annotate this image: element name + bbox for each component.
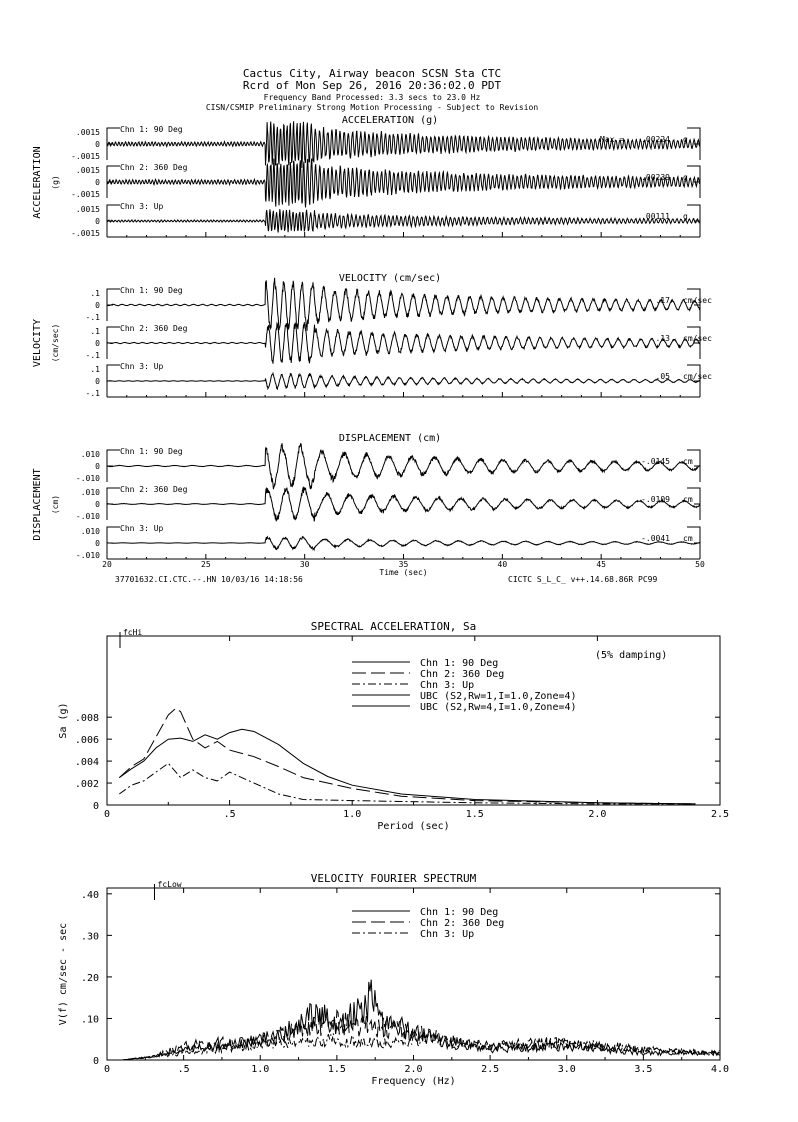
y-tick-label: .40 bbox=[80, 889, 99, 901]
y-tick-label: -.010 bbox=[75, 551, 100, 560]
y-axis-label: DISPLACEMENT bbox=[32, 468, 43, 541]
channel-label: Chn 3: Up bbox=[120, 362, 164, 371]
y-tick-label: 0 bbox=[95, 500, 100, 509]
y-tick-label: .010 bbox=[80, 450, 100, 459]
y-tick-label: 0 bbox=[95, 140, 100, 149]
x-tick-label: 2.0 bbox=[588, 809, 607, 820]
corner-frequency-label: fcHi bbox=[122, 628, 143, 637]
legend-label: Chn 2: 360 Deg bbox=[420, 918, 505, 929]
y-tick-label: 0 bbox=[92, 801, 99, 812]
y-tick-label: 0 bbox=[95, 217, 100, 226]
y-tick-label: .004 bbox=[74, 757, 99, 769]
x-tick-label: 1.0 bbox=[251, 1064, 270, 1075]
header-line4: CISN/CSMIP Preliminary Strong Motion Processing - Subject to Revision bbox=[205, 103, 539, 112]
x-tick-label: 1.5 bbox=[327, 1064, 346, 1075]
y-tick-label: 0 bbox=[95, 178, 100, 187]
y-tick-label: .20 bbox=[80, 972, 99, 984]
y-tick-label: .010 bbox=[80, 527, 100, 536]
waveform-trace bbox=[107, 373, 700, 389]
y-tick-label: .002 bbox=[74, 779, 99, 791]
y-tick-label: .10 bbox=[80, 1014, 99, 1026]
channel-label: Chn 1: 90 Deg bbox=[120, 447, 183, 456]
y-axis-label: ACCELERATION bbox=[32, 146, 43, 219]
header-line2: Rcrd of Mon Sep 26, 2016 20:36:02.0 PDT bbox=[242, 79, 502, 92]
damping-note: (5% damping) bbox=[595, 650, 668, 661]
y-tick-label: -.0015 bbox=[71, 229, 100, 238]
waveform-trace bbox=[107, 487, 700, 521]
legend-label: Chn 2: 360 Deg bbox=[420, 669, 505, 680]
max-unit: cm/sec bbox=[683, 372, 712, 381]
x-tick-label: .5 bbox=[177, 1064, 190, 1075]
max-value: -.0109 bbox=[641, 495, 670, 504]
x-tick-label: 20 bbox=[102, 560, 112, 569]
y-axis-unit: (cm) bbox=[51, 494, 60, 515]
legend-label: Chn 1: 90 Deg bbox=[420, 658, 499, 669]
panel-title: VELOCITY (cm/sec) bbox=[338, 273, 442, 284]
channel-label: Chn 1: 90 Deg bbox=[120, 125, 183, 134]
x-tick-label: 40 bbox=[497, 560, 508, 569]
legend-label: UBC (S2,Rw=4,I=1.0,Zone=4) bbox=[420, 702, 577, 713]
max-value: .00111 bbox=[641, 212, 670, 221]
max-value: .17 bbox=[655, 296, 670, 305]
y-tick-label: .1 bbox=[90, 327, 100, 336]
y-tick-label: -.010 bbox=[75, 512, 100, 521]
x-tick-label: 1.5 bbox=[465, 809, 484, 820]
y-tick-label: -.1 bbox=[85, 389, 100, 398]
y-tick-label: .006 bbox=[74, 735, 99, 747]
legend-label: Chn 3: Up bbox=[420, 680, 475, 691]
chart-title: VELOCITY FOURIER SPECTRUM bbox=[310, 872, 477, 885]
waveform-trace bbox=[107, 121, 700, 168]
max-unit: g bbox=[683, 212, 688, 221]
y-axis-unit: (cm/sec) bbox=[51, 323, 60, 363]
y-tick-label: 0 bbox=[92, 1056, 99, 1067]
max-value: .00239 bbox=[641, 173, 670, 182]
y-tick-label: .1 bbox=[90, 365, 100, 374]
waveform-trace bbox=[107, 209, 700, 232]
plot-frame bbox=[107, 888, 720, 1060]
waveform-trace bbox=[107, 443, 700, 489]
x-tick-label: 2.0 bbox=[404, 1064, 423, 1075]
x-tick-label: 35 bbox=[398, 560, 409, 569]
max-unit: cm bbox=[683, 534, 693, 543]
x-tick-label: 0 bbox=[103, 1064, 111, 1075]
y-tick-label: .0015 bbox=[75, 166, 100, 175]
x-tick-label: 30 bbox=[299, 560, 310, 569]
plot-frame bbox=[107, 636, 720, 805]
y-tick-label: .010 bbox=[80, 488, 100, 497]
series-line bbox=[119, 729, 695, 804]
waveform-trace bbox=[107, 322, 700, 364]
legend-label: Chn 3: Up bbox=[420, 929, 475, 940]
x-tick-label: 50 bbox=[695, 560, 705, 569]
channel-label: Chn 3: Up bbox=[120, 524, 164, 533]
y-axis-label: V(f) cm/sec - sec bbox=[58, 922, 69, 1026]
x-axis-label: Frequency (Hz) bbox=[371, 1076, 456, 1087]
panel-title: DISPLACEMENT (cm) bbox=[338, 433, 442, 444]
waveform-trace bbox=[107, 278, 700, 331]
max-unit: cm/sec bbox=[683, 334, 712, 343]
y-tick-label: -.1 bbox=[85, 313, 100, 322]
header-line1: Cactus City, Airway beacon SCSN Sta CTC bbox=[242, 67, 502, 80]
x-tick-label: 1.0 bbox=[343, 809, 362, 820]
y-axis-label: VELOCITY bbox=[32, 318, 43, 368]
panel-title: ACCELERATION (g) bbox=[341, 115, 439, 126]
x-tick-label: .5 bbox=[223, 809, 236, 820]
y-tick-label: 0 bbox=[95, 462, 100, 471]
x-tick-label: 4.0 bbox=[710, 1064, 730, 1075]
series-line bbox=[122, 1011, 719, 1060]
channel-label: Chn 2: 360 Deg bbox=[120, 163, 188, 172]
max-unit: cm bbox=[683, 457, 693, 466]
y-tick-label: 0 bbox=[95, 339, 100, 348]
y-tick-label: .0015 bbox=[75, 205, 100, 214]
channel-label: Chn 2: 360 Deg bbox=[120, 324, 188, 333]
x-tick-label: 3.0 bbox=[557, 1064, 576, 1075]
channel-label: Chn 2: 360 Deg bbox=[120, 485, 188, 494]
x-tick-label: 25 bbox=[201, 560, 211, 569]
channel-label: Chn 3: Up bbox=[120, 202, 164, 211]
max-value: -.0041 bbox=[641, 534, 670, 543]
x-tick-label: 2.5 bbox=[710, 809, 730, 820]
chart-title: SPECTRAL ACCELERATION, Sa bbox=[310, 620, 477, 633]
y-axis-unit: (g) bbox=[51, 175, 60, 190]
y-tick-label: .008 bbox=[74, 713, 99, 725]
max-unit: g bbox=[683, 173, 688, 182]
y-tick-label: .1 bbox=[90, 289, 100, 298]
max-value: .00224 bbox=[641, 135, 670, 144]
y-tick-label: .0015 bbox=[75, 128, 100, 137]
max-value: .13 bbox=[655, 334, 670, 343]
y-tick-label: 0 bbox=[95, 301, 100, 310]
y-tick-label: 0 bbox=[95, 539, 100, 548]
max-unit: cm/sec bbox=[683, 296, 712, 305]
series-line bbox=[119, 763, 695, 804]
x-tick-label: 3.5 bbox=[634, 1064, 653, 1075]
y-tick-label: .30 bbox=[80, 931, 99, 943]
x-axis-label: Time (sec) bbox=[379, 568, 428, 577]
x-tick-label: 45 bbox=[596, 560, 606, 569]
channel-label: Chn 1: 90 Deg bbox=[120, 286, 183, 295]
x-tick-label: 2.5 bbox=[481, 1064, 500, 1075]
y-tick-label: -.1 bbox=[85, 351, 100, 360]
header-line3: Frequency Band Processed: 3.3 secs to 23.0 Hz bbox=[263, 93, 481, 102]
y-axis-label: Sa (g) bbox=[58, 702, 69, 739]
max-value: .05 bbox=[655, 372, 670, 381]
x-axis-label: Period (sec) bbox=[377, 821, 450, 832]
legend-label: UBC (S2,Rw=1,I=1.0,Zone=4) bbox=[420, 691, 577, 702]
waveform-trace bbox=[107, 159, 700, 208]
y-tick-label: -.010 bbox=[75, 474, 100, 483]
y-tick-label: -.0015 bbox=[71, 190, 100, 199]
max-value: -.0145 bbox=[641, 457, 670, 466]
x-tick-label: 0 bbox=[103, 809, 111, 820]
max-label: Max = bbox=[600, 135, 625, 144]
max-unit: g bbox=[683, 135, 688, 144]
corner-frequency-label: fcLow bbox=[157, 880, 182, 889]
legend-label: Chn 1: 90 Deg bbox=[420, 907, 499, 918]
waveform-trace bbox=[107, 537, 700, 550]
footer-right: CICTC S_L_C_ v++.14.68.86R PC99 bbox=[508, 575, 658, 584]
series-line bbox=[119, 708, 695, 804]
max-unit: cm bbox=[683, 495, 693, 504]
y-tick-label: -.0015 bbox=[71, 152, 100, 161]
footer-left: 37701632.CI.CTC.--.HN 10/03/16 14:18:56 bbox=[115, 575, 303, 584]
y-tick-label: 0 bbox=[95, 377, 100, 386]
